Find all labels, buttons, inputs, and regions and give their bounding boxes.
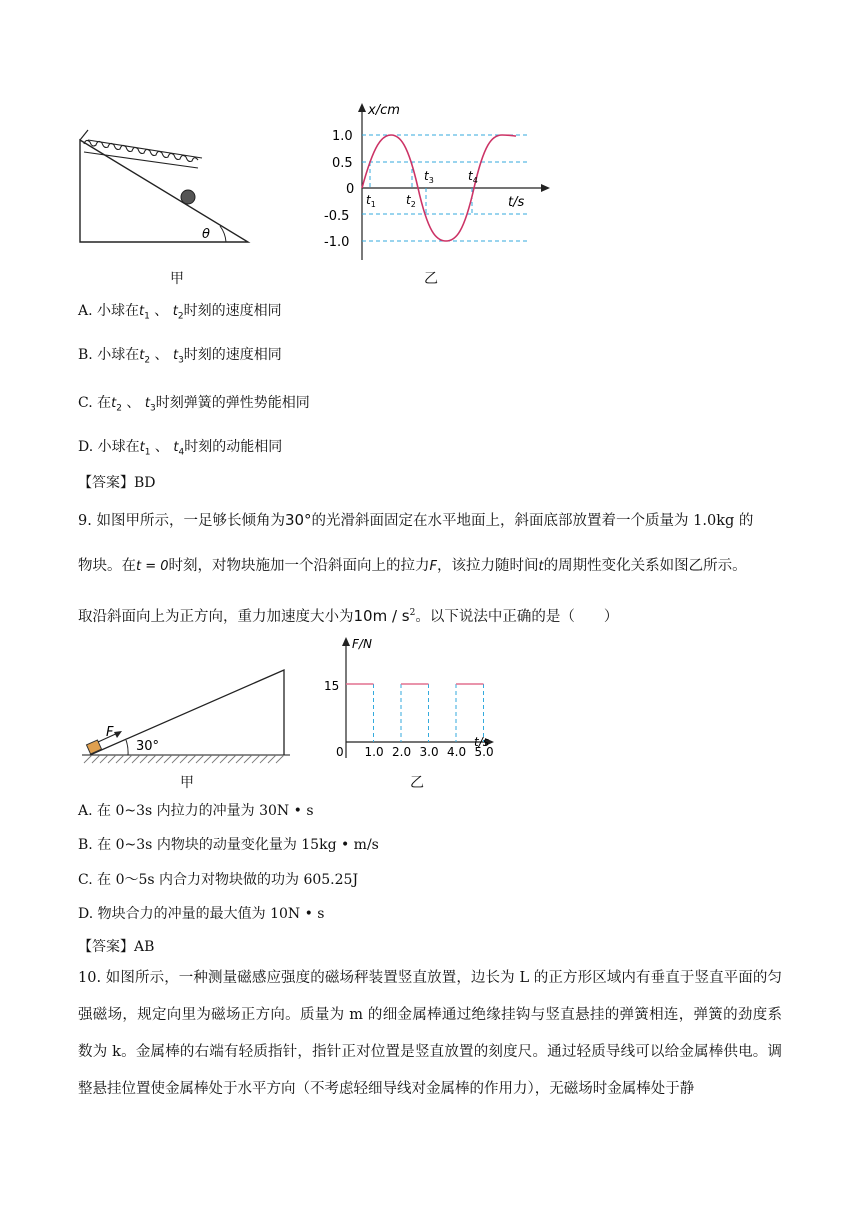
q9-answer: 【答案】AB (78, 939, 155, 955)
force-time-graph (322, 634, 502, 764)
time-symbol: $t_3$ (172, 348, 184, 366)
y-tick-neg-0.5: -0.5 (324, 209, 350, 224)
x-tick-label: 5.0 (474, 745, 494, 759)
y-value-label: 15 (324, 679, 340, 693)
dashed-pulse-edges (374, 684, 484, 742)
t-equals-0: t = 0 (136, 559, 169, 574)
force-F: F (429, 559, 438, 574)
ground-hatch (84, 755, 284, 763)
q9-option-d: D. 物块合力的冲量的最大值为 10N • s (78, 906, 325, 922)
q8-option-c: C. 在$t_2$ 、 $t_3$时刻弹簧的弹性势能相同 (78, 395, 310, 414)
y-tick-neg-1.0: -1.0 (324, 235, 350, 250)
force-label: F (106, 725, 114, 740)
q9-option-c: C. 在 0～5s 内合力对物块做的功为 605.25J (78, 872, 359, 888)
t1-marker: $t_1$ (366, 193, 376, 209)
time-symbol: $t_2$ (139, 348, 151, 366)
t3-marker: $t_3$ (424, 169, 434, 185)
q8-answer: 【答案】BD (78, 475, 156, 491)
q10-text: 10. 如图所示，一种测量磁感应强度的磁场秤装置竖直放置，边长为 L 的正方形区域内有垂直于竖直平面的匀强磁场，规定向里为磁场正方向。质量为 m 的细金属棒通过绝缘挂钩与竖直悬挂的弹簧相连，弹簧的劲度系数为 k。金属棒的右端有轻质指针，指针正对位置是竖直放置的刻度尺。通过轻质导线可以给金属棒供电。调整悬挂位置使金属棒处于水平方向（不考虑轻细导线对金属棒的作用力），无磁场时金属棒处于静 (78, 970, 782, 1097)
incline-block-figure (76, 666, 296, 768)
angle-30: 30° (284, 511, 312, 529)
time-symbol: $t_2$ (172, 304, 184, 322)
time-symbol: $t_1$ (139, 440, 151, 458)
gravity-value: 10m / s (353, 606, 410, 625)
t2-marker: $t_2$ (406, 193, 416, 209)
q9-line-2: 物块。在t = 0时刻，对物块施加一个沿斜面向上的拉力F，该拉力随时间t的周期性变化关系如图乙所示。 (78, 558, 747, 574)
block (86, 740, 101, 754)
figure-caption-yi: 乙 (424, 271, 438, 287)
x-axis-label: t/s (508, 195, 525, 210)
spring (84, 140, 202, 168)
q9-option-a: A. 在 0~3s 内拉力的冲量为 30N • s (78, 803, 314, 819)
q9-figure-caption-jia: 甲 (180, 775, 194, 791)
t4-marker: $t_4$ (468, 169, 478, 185)
q9-option-b: B. 在 0~3s 内物块的动量变化量为 15kg • m/s (78, 837, 379, 853)
q9-line-1: 9. 如图甲所示，一足够长倾角为30°的光滑斜面固定在水平地面上，斜面底部放置着一个质量为 1.0kg 的 (78, 511, 754, 529)
q9-line-3: 取沿斜面向上为正方向，重力加速度大小为$10m / s^2$。以下说法中正确的是（ ） (78, 606, 619, 625)
figure-caption-jia: 甲 (170, 271, 184, 287)
y-tick-0.5: 0.5 (332, 156, 353, 171)
x-tick-label: 2.0 (392, 745, 412, 759)
angle-theta-label: θ (202, 227, 210, 242)
y-axis-label: F/N (352, 637, 372, 651)
x-tick-labels (365, 745, 494, 759)
q9-figure-caption-yi: 乙 (410, 775, 424, 791)
y-tick-1.0: 1.0 (332, 129, 353, 144)
origin-label: 0 (336, 745, 344, 759)
displacement-time-graph (322, 100, 552, 270)
x-tick-label: 4.0 (447, 745, 467, 759)
ball (181, 190, 195, 204)
q8-option-a: A. 小球在$t_1$ 、 $t_2$时刻的速度相同 (78, 303, 282, 322)
angle-label: 30° (136, 739, 160, 754)
time-symbol: $t_3$ (144, 396, 156, 414)
y-tick-0: 0 (346, 182, 355, 197)
time-symbol: $t_1$ (139, 304, 150, 322)
time-symbol: $t_4$ (173, 440, 185, 458)
q8-option-d: D. 小球在$t_1$ 、 $t_4$时刻的动能相同 (78, 439, 283, 458)
x-tick-label: 3.0 (419, 745, 439, 759)
y-axis-label: x/cm (368, 103, 400, 118)
time-t: t (538, 559, 544, 574)
incline-spring-figure (70, 126, 260, 248)
q8-option-b: B. 小球在$t_2$ 、 $t_3$时刻的速度相同 (78, 347, 282, 366)
time-symbol: $t_2$ (111, 396, 122, 414)
x-axis-label: t/s (474, 735, 489, 749)
x-tick-label: 1.0 (364, 745, 384, 759)
